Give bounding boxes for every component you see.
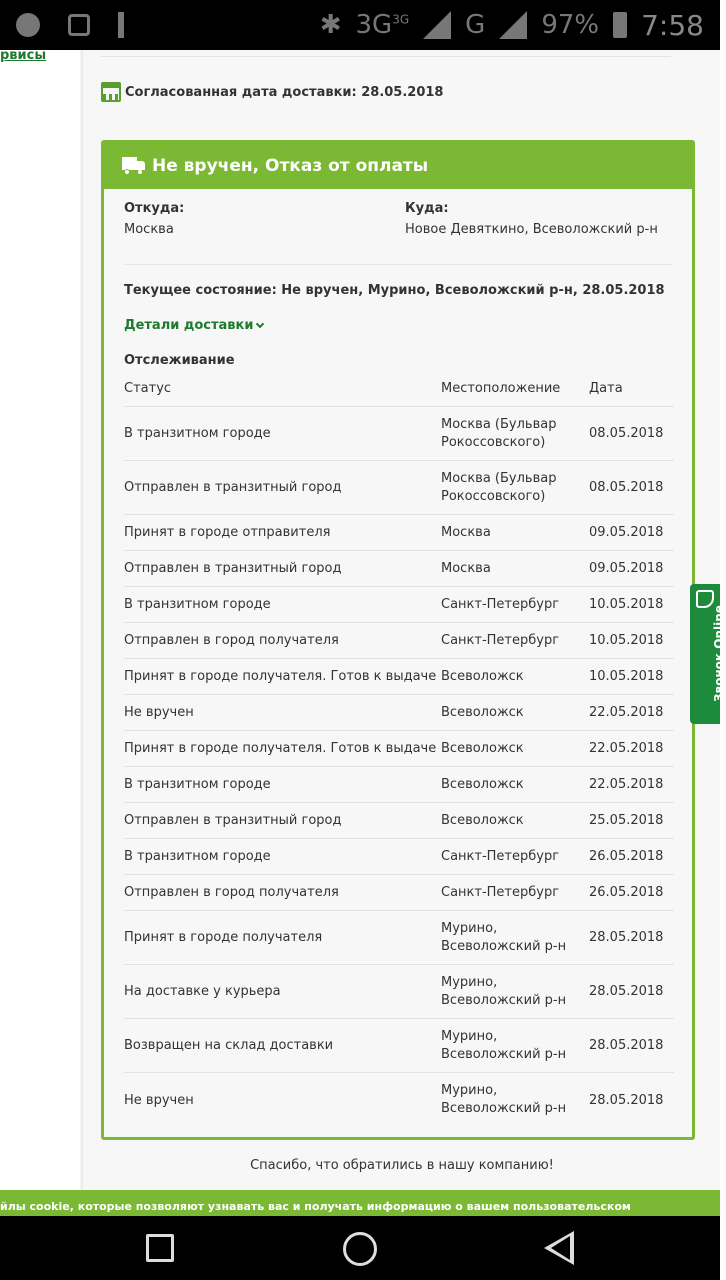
column-header-status: Статус bbox=[124, 381, 172, 396]
left-sidebar bbox=[0, 50, 80, 1190]
row-location: Всеволожск bbox=[441, 704, 524, 720]
row-date: 09.05.2018 bbox=[589, 561, 664, 576]
divider bbox=[124, 264, 672, 265]
table-row bbox=[124, 731, 674, 767]
to-block bbox=[405, 201, 658, 237]
row-status: Отправлен в транзитный город bbox=[124, 561, 342, 576]
row-status: На доставке у курьера bbox=[124, 984, 281, 999]
shipment-status-title: Не вручен, Отказ от оплаты bbox=[152, 156, 429, 176]
tracking-content bbox=[82, 50, 720, 1190]
agreed-date-text: Согласованная дата доставки: 28.05.2018 bbox=[125, 84, 444, 100]
row-status: В транзитном городе bbox=[124, 597, 271, 612]
usb-icon bbox=[118, 12, 124, 38]
row-date: 08.05.2018 bbox=[589, 426, 664, 441]
home-button[interactable] bbox=[343, 1232, 377, 1266]
notification-icon bbox=[16, 13, 40, 37]
call-online-label: Звонок Online bbox=[712, 605, 726, 702]
row-location: Всеволожск bbox=[441, 668, 524, 684]
table-row bbox=[124, 461, 674, 515]
row-status: Отправлен в транзитный город bbox=[124, 480, 342, 495]
row-status: В транзитном городе bbox=[124, 777, 271, 792]
row-location: Санкт-Петербург bbox=[441, 596, 560, 612]
battery-percent: 97% bbox=[541, 10, 600, 40]
table-row bbox=[124, 1073, 674, 1127]
table-row bbox=[124, 911, 674, 965]
from-block bbox=[124, 201, 184, 237]
chevron-down-icon bbox=[256, 320, 264, 328]
table-row bbox=[124, 551, 674, 587]
column-header-location: Местоположение bbox=[441, 380, 561, 396]
row-status: Принят в городе получателя. Готов к выдаче bbox=[124, 741, 437, 756]
row-status: Принят в городе получателя. Готов к выдаче bbox=[124, 669, 437, 684]
table-row bbox=[124, 695, 674, 731]
tracking-table bbox=[124, 371, 674, 1127]
table-row bbox=[124, 623, 674, 659]
row-location: Санкт-Петербург bbox=[441, 884, 560, 900]
row-date: 28.05.2018 bbox=[589, 930, 664, 945]
row-date: 09.05.2018 bbox=[589, 525, 664, 540]
recent-apps-button[interactable] bbox=[146, 1234, 174, 1262]
services-link[interactable]: рвисы bbox=[0, 48, 47, 63]
row-location: Санкт-Петербург bbox=[441, 632, 560, 648]
row-status: Не вручен bbox=[124, 705, 194, 720]
truck-icon bbox=[122, 157, 146, 175]
row-location: Всеволожск bbox=[441, 776, 524, 792]
delivery-details-toggle[interactable] bbox=[124, 318, 263, 333]
row-location: Мурино, Всеволожский р-н bbox=[441, 920, 567, 954]
missed-call-icon bbox=[68, 14, 90, 36]
network-label: $3G^{3G}$ bbox=[355, 10, 410, 40]
table-row bbox=[124, 1019, 674, 1073]
row-status: Отправлен в транзитный город bbox=[124, 813, 342, 828]
row-date: 26.05.2018 bbox=[589, 885, 664, 900]
row-location: Санкт-Петербург bbox=[441, 848, 560, 864]
row-location: Мурино, Всеволожский р-н bbox=[441, 1028, 567, 1062]
row-status: Отправлен в город получателя bbox=[124, 885, 339, 900]
row-date: 10.05.2018 bbox=[589, 633, 664, 648]
calendar-icon bbox=[101, 82, 121, 102]
row-date: 28.05.2018 bbox=[589, 1092, 664, 1108]
table-row bbox=[124, 803, 674, 839]
carrier-letter: G bbox=[465, 10, 486, 40]
table-row bbox=[124, 875, 674, 911]
row-status: Не вручен bbox=[124, 1092, 194, 1108]
shipment-card bbox=[101, 140, 695, 1140]
row-location: Москва (Бульвар Рокоссовского) bbox=[441, 416, 557, 450]
current-state: Текущее состояние: Не вручен, Мурино, Всеволожский р-н, 28.05.2018 bbox=[124, 283, 665, 298]
row-status: В транзитном городе bbox=[124, 426, 271, 441]
table-row bbox=[124, 839, 674, 875]
row-status: Возвращен на склад доставки bbox=[124, 1038, 334, 1053]
row-location: Мурино, Всеволожский р-н bbox=[441, 974, 567, 1008]
cookie-banner bbox=[0, 1190, 720, 1216]
call-online-tab[interactable] bbox=[690, 584, 726, 724]
row-status: В транзитном городе bbox=[124, 849, 271, 864]
to-label: Куда: bbox=[405, 201, 449, 216]
row-location: Всеволожск bbox=[441, 812, 524, 828]
row-location: Москва bbox=[441, 524, 491, 540]
shipment-status-header bbox=[104, 143, 692, 189]
status-bar bbox=[0, 0, 720, 50]
row-location: Москва bbox=[441, 560, 491, 576]
row-date: 28.05.2018 bbox=[589, 1038, 664, 1053]
divider bbox=[101, 56, 671, 57]
row-date: 08.05.2018 bbox=[589, 480, 664, 495]
signal-icon-2 bbox=[499, 11, 527, 39]
column-header-date: Дата bbox=[589, 381, 623, 396]
table-row bbox=[124, 659, 674, 695]
back-button[interactable] bbox=[544, 1231, 574, 1265]
agreed-delivery-date bbox=[101, 82, 443, 102]
row-date: 10.05.2018 bbox=[589, 669, 664, 684]
table-row bbox=[124, 965, 674, 1019]
clock: 7:58 bbox=[641, 8, 704, 42]
table-row bbox=[124, 587, 674, 623]
row-date: 25.05.2018 bbox=[589, 813, 664, 828]
row-location: Всеволожск bbox=[441, 740, 524, 756]
thank-you-message: Спасибо, что обратились в нашу компанию! bbox=[250, 1158, 554, 1173]
table-row bbox=[124, 515, 674, 551]
table-header bbox=[124, 371, 674, 407]
row-date: 26.05.2018 bbox=[589, 849, 664, 864]
page bbox=[0, 48, 726, 1190]
row-date: 22.05.2018 bbox=[589, 741, 664, 756]
row-status: Отправлен в город получателя bbox=[124, 633, 339, 648]
row-location: Мурино, Всеволожский р-н bbox=[441, 1083, 567, 1116]
row-status: Принят в городе отправителя bbox=[124, 525, 331, 540]
android-nav-bar bbox=[0, 1216, 720, 1280]
signal-icon bbox=[423, 11, 451, 39]
row-date: 22.05.2018 bbox=[589, 777, 664, 792]
tracking-title: Отслеживание bbox=[124, 353, 235, 368]
from-value: Москва bbox=[124, 222, 174, 237]
row-status: Принят в городе получателя bbox=[124, 930, 323, 945]
row-date: 22.05.2018 bbox=[589, 705, 664, 720]
cookie-banner-text: йлы cookie, которые позволяют узнавать вас и получать информацию о вашем пользовательском bbox=[0, 1200, 631, 1213]
to-value: Новое Девяткино, Всеволожский р-н bbox=[405, 222, 658, 237]
bluetooth-icon: ✱ bbox=[319, 10, 342, 40]
from-label: Откуда: bbox=[124, 201, 185, 216]
table-row bbox=[124, 767, 674, 803]
delivery-details-label: Детали доставки bbox=[124, 318, 254, 333]
row-date: 28.05.2018 bbox=[589, 984, 664, 999]
row-date: 10.05.2018 bbox=[589, 597, 664, 612]
battery-icon bbox=[613, 12, 627, 38]
table-row bbox=[124, 407, 674, 461]
row-location: Москва (Бульвар Рокоссовского) bbox=[441, 470, 557, 504]
